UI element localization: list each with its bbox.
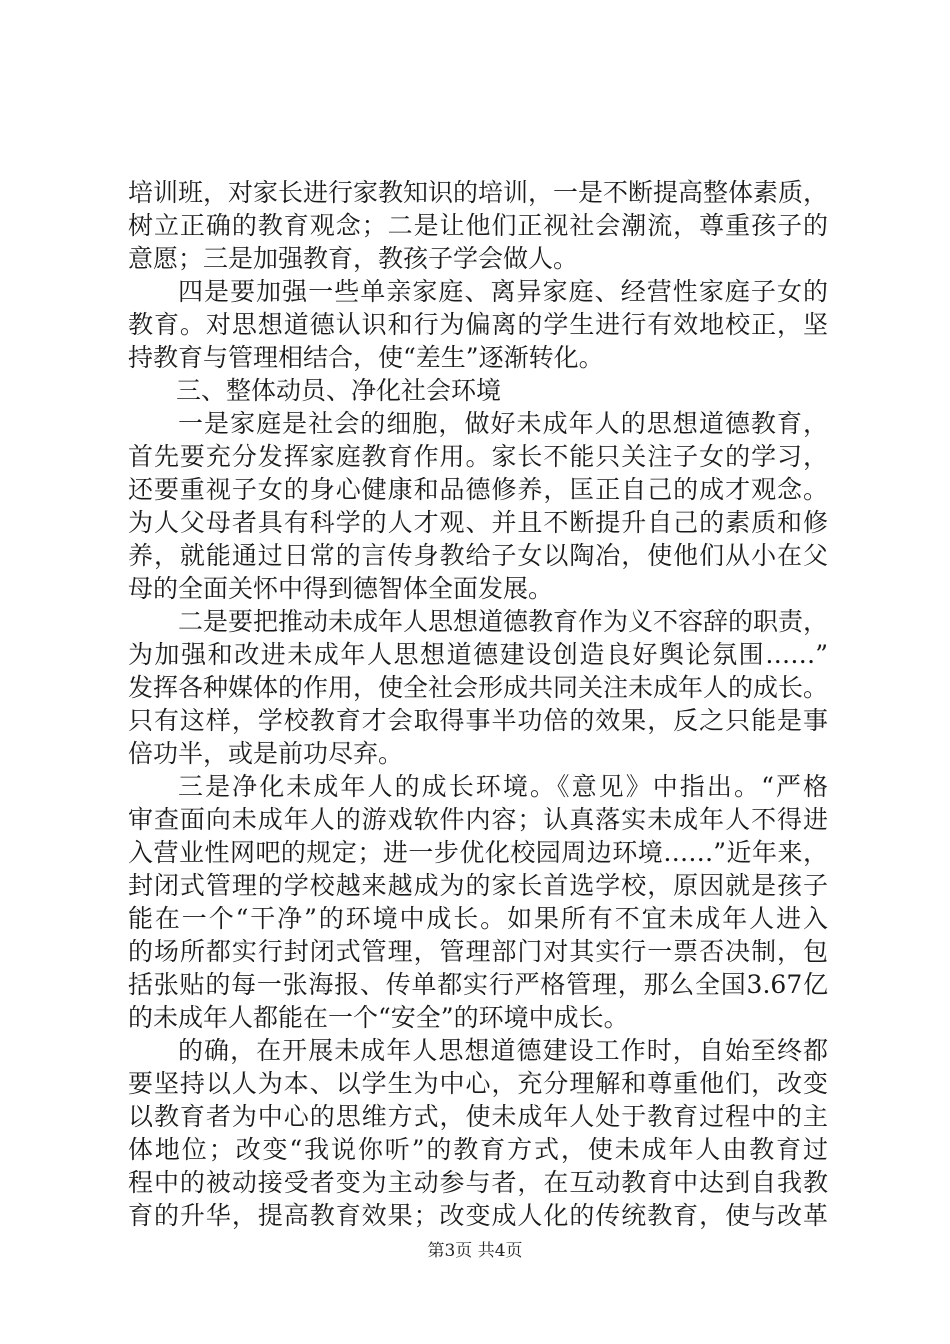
text-line: 还要重视子女的身心健康和品德修养，匡正自己的成才观念。 — [128, 475, 828, 504]
text-line: 为加强和改进未成年人思想道德建设创造良好舆论氛围……” — [128, 640, 828, 669]
text-line: 括张贴的每一张海报、传单都实行严格管理，那么全国3.67亿 — [128, 970, 828, 999]
text-line: 养，就能通过日常的言传身教给子女以陶冶，使他们从小在父 — [128, 541, 828, 570]
text-line: 体地位；改变“我说你听”的教育方式，使未成年人由教育过 — [128, 1135, 828, 1164]
text-line: 三是净化未成年人的成长环境。《意见》中指出。“严格 — [178, 772, 828, 801]
text-line: 封闭式管理的学校越来越成为的家长首选学校，原因就是孩子 — [128, 871, 828, 900]
text-line: 发挥各种媒体的作用，使全社会形成共同关注未成年人的成长。 — [128, 673, 829, 702]
text-line: 入营业性网吧的规定；进一步优化校园周边环境……”近年来， — [128, 838, 828, 867]
text-line: 母的全面关怀中得到德智体全面发展。 — [128, 574, 554, 603]
text-line: 一是家庭是社会的细胞，做好未成年人的思想道德教育， — [178, 409, 828, 438]
text-line: 教育。对思想道德认识和行为偏离的学生进行有效地校正，坚 — [128, 310, 828, 339]
text-line: 程中的被动接受者变为主动参与者，在互动教育中达到自我教 — [128, 1168, 828, 1197]
text-line: 培训班，对家长进行家教知识的培训，一是不断提高整体素质， — [128, 178, 829, 207]
text-line: 二是要把推动未成年人思想道德教育作为义不容辞的职责， — [178, 607, 829, 636]
page-footer: 第3页 共4页 — [427, 1241, 523, 1261]
text-line: 的未成年人都能在一个“安全”的环境中成长。 — [128, 1003, 629, 1032]
text-line: 只有这样，学校教育才会取得事半功倍的效果，反之只能是事 — [128, 706, 828, 735]
text-line: 意愿；三是加强教育，教孩子学会做人。 — [128, 244, 579, 273]
section-heading: 三、整体动员、净化社会环境 — [176, 376, 502, 405]
text-line: 为人父母者具有科学的人才观、并且不断提升自己的素质和修 — [128, 508, 828, 537]
text-line: 首先要充分发挥家庭教育作用。家长不能只关注子女的学习， — [128, 442, 828, 471]
text-line: 持教育与管理相结合，使“差生”逐渐转化。 — [128, 343, 604, 372]
text-line: 的场所都实行封闭式管理，管理部门对其实行一票否决制，包 — [128, 937, 828, 966]
text-line: 能在一个“干净”的环境中成长。如果所有不宜未成年人进入 — [128, 904, 828, 933]
text-line: 的确，在开展未成年人思想道德建设工作时，自始至终都 — [178, 1036, 828, 1065]
text-line: 要坚持以人为本、以学生为中心，充分理解和尊重他们，改变 — [128, 1069, 828, 1098]
body-text — [128, 176, 828, 1232]
text-line: 四是要加强一些单亲家庭、离异家庭、经营性家庭子女的 — [178, 277, 828, 306]
text-line: 育的升华，提高教育效果；改变成人化的传统教育，使与改革 — [128, 1201, 828, 1230]
text-line: 树立正确的教育观念；二是让他们正视社会潮流，尊重孩子的 — [128, 211, 828, 240]
text-line: 审查面向未成年人的游戏软件内容；认真落实未成年人不得进 — [128, 805, 828, 834]
text-line: 以教育者为中心的思维方式，使未成年人处于教育过程中的主 — [128, 1102, 828, 1131]
text-line: 倍功半，或是前功尽弃。 — [128, 739, 404, 768]
